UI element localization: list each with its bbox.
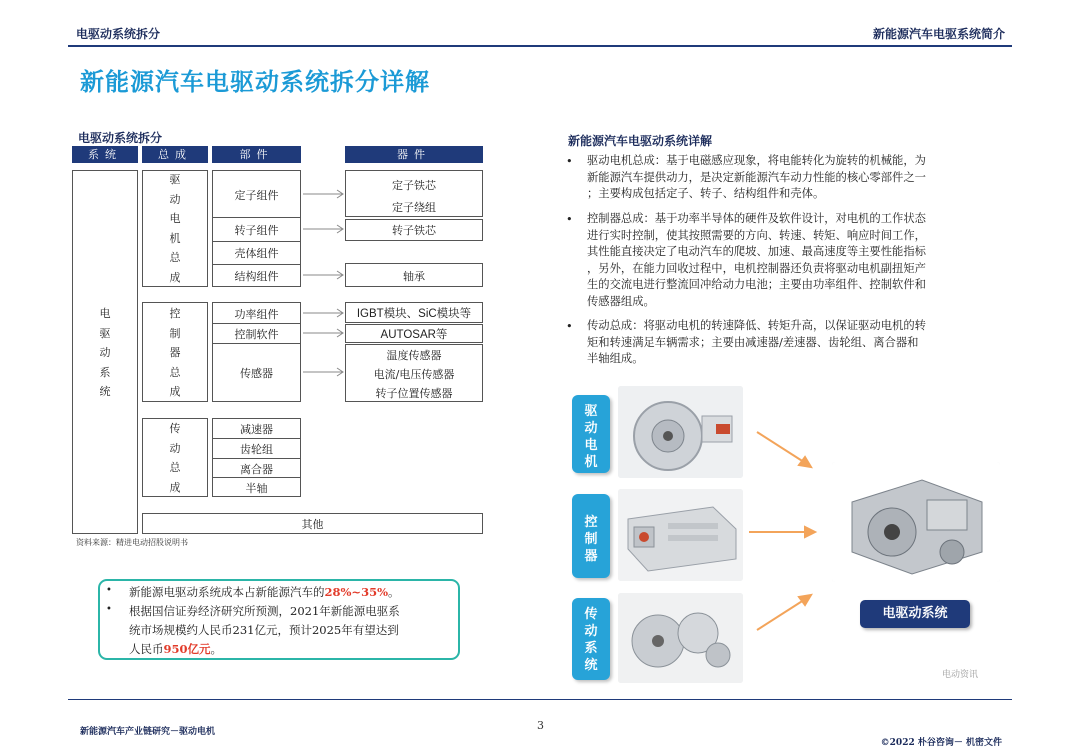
transmission-photo [618, 593, 743, 683]
col-header-system: 系统 [72, 146, 138, 163]
bullet-motor: 驱动电机总成：基于电磁感应现象，将电能转化为旋转的机械能，为 新能源汽车提供动力，是决定新能源汽车动力性能的核心零部件之一 ；主要构成包括定子、转子、结构组件和壳体。 [587, 154, 926, 200]
footer-left: 新能源汽车产业链研究－驱动电机 [80, 727, 216, 737]
assembly-controller-label: 控 制 器 总 成 [169, 307, 181, 398]
system-label: 电 驱 动 系 统 [99, 307, 111, 398]
col-header-device: 器件 [345, 146, 483, 163]
electric-drive-system-photo [832, 462, 1000, 582]
bullet-controller: 控制器总成：基于功率半导体的硬件及软件设计，对电机的工作状态 进行实时控制，使其按照需要的方向、转速、转矩、响应时间工作， 其性能直接决定了电动汽车的爬坡、加速、最高速度等主要性能指标 ，另外，在能力回收过程中，电机控制器还负责将驱动电机副扭矩产 生的交流电进行整流回冲给动力电池；主要由功率组件、控制软件和 传感器组成。 [587, 212, 926, 308]
tag-drive-motor: 驱 动 电 机 [572, 395, 610, 473]
component-power: 功率组件 [234, 308, 279, 321]
component-gear-set: 齿轮组 [240, 443, 273, 456]
header-rule [68, 45, 1012, 47]
controller-photo [618, 489, 743, 581]
tag-controller: 控 制 器 [572, 494, 610, 578]
device-stator-winding: 定子绕组 [392, 201, 436, 214]
source-note: 资料来源：精进电动招股说明书 [76, 538, 188, 547]
merge-arrows [745, 420, 825, 650]
device-temp-sensor: 温度传感器 [386, 349, 442, 362]
watermark: 电动资讯 [942, 669, 979, 679]
assembly-transmission-label: 传 动 总 成 [169, 422, 181, 494]
device-rotor-position-sensor: 转子位置传感器 [375, 387, 453, 400]
left-subtitle: 电驱动系统拆分 [78, 131, 163, 145]
callout-line-4: 人民币950亿元。 [129, 642, 223, 656]
device-current-voltage-sensor: 电流/电压传感器 [373, 368, 455, 381]
device-stator-core: 定子铁芯 [392, 179, 436, 192]
component-housing: 壳体组件 [234, 247, 279, 260]
component-stator: 定子组件 [234, 189, 279, 202]
device-autosar: AUTOSAR等 [380, 329, 448, 341]
tag-transmission: 传 动 系 统 [572, 598, 610, 680]
footer-rule [68, 699, 1012, 700]
component-clutch: 离合器 [240, 463, 273, 476]
component-device-arrows [301, 170, 345, 410]
header-section-label: 电驱动系统拆分 [76, 27, 161, 41]
header-doc-title: 新能源汽车电驱系统简介 [872, 27, 1005, 41]
drive-motor-photo [618, 386, 743, 478]
device-bearing: 轴承 [403, 270, 425, 283]
col-header-component: 部件 [212, 146, 301, 163]
component-half-shaft: 半轴 [245, 482, 268, 495]
component-rotor: 转子组件 [234, 224, 279, 237]
component-control-software: 控制软件 [234, 328, 279, 341]
bullet-transmission: 传动总成：将驱动电机的转速降低、转矩升高，以保证驱动电机的转 矩和转速满足车辆需求；主要由减速器/差速器、齿轮组、离合器和 半轴组成。 [587, 319, 926, 365]
callout-line-2: 根据国信证券经济研究所预测，2021年新能源电驱系 [129, 604, 400, 618]
assembly-motor-label: 驱 动 电 机 总 成 [169, 173, 181, 284]
component-structure: 结构组件 [234, 270, 279, 283]
electric-drive-system-label: 电驱动系统 [860, 600, 970, 628]
callout-line-1: 新能源电驱动系统成本占新能源汽车的28%~35%。 [129, 585, 400, 599]
component-reducer: 减速器 [240, 423, 273, 436]
callout-line-3: 统市场规模约人民币231亿元，预计2025年有望达到 [129, 623, 399, 637]
right-subtitle: 新能源汽车电驱动系统详解 [568, 134, 713, 148]
device-igbt: IGBT模块、SiC模块等 [356, 308, 472, 320]
page-title: 新能源汽车电驱动系统拆分详解 [80, 67, 430, 96]
device-rotor-core: 转子铁芯 [392, 224, 436, 237]
other-label: 其他 [301, 518, 324, 531]
page-number: 3 [537, 719, 544, 732]
component-sensor: 传感器 [240, 367, 273, 380]
col-header-assembly: 总成 [142, 146, 208, 163]
footer-right: ©2022 朴谷咨询－ 机密文件 [880, 738, 1002, 748]
